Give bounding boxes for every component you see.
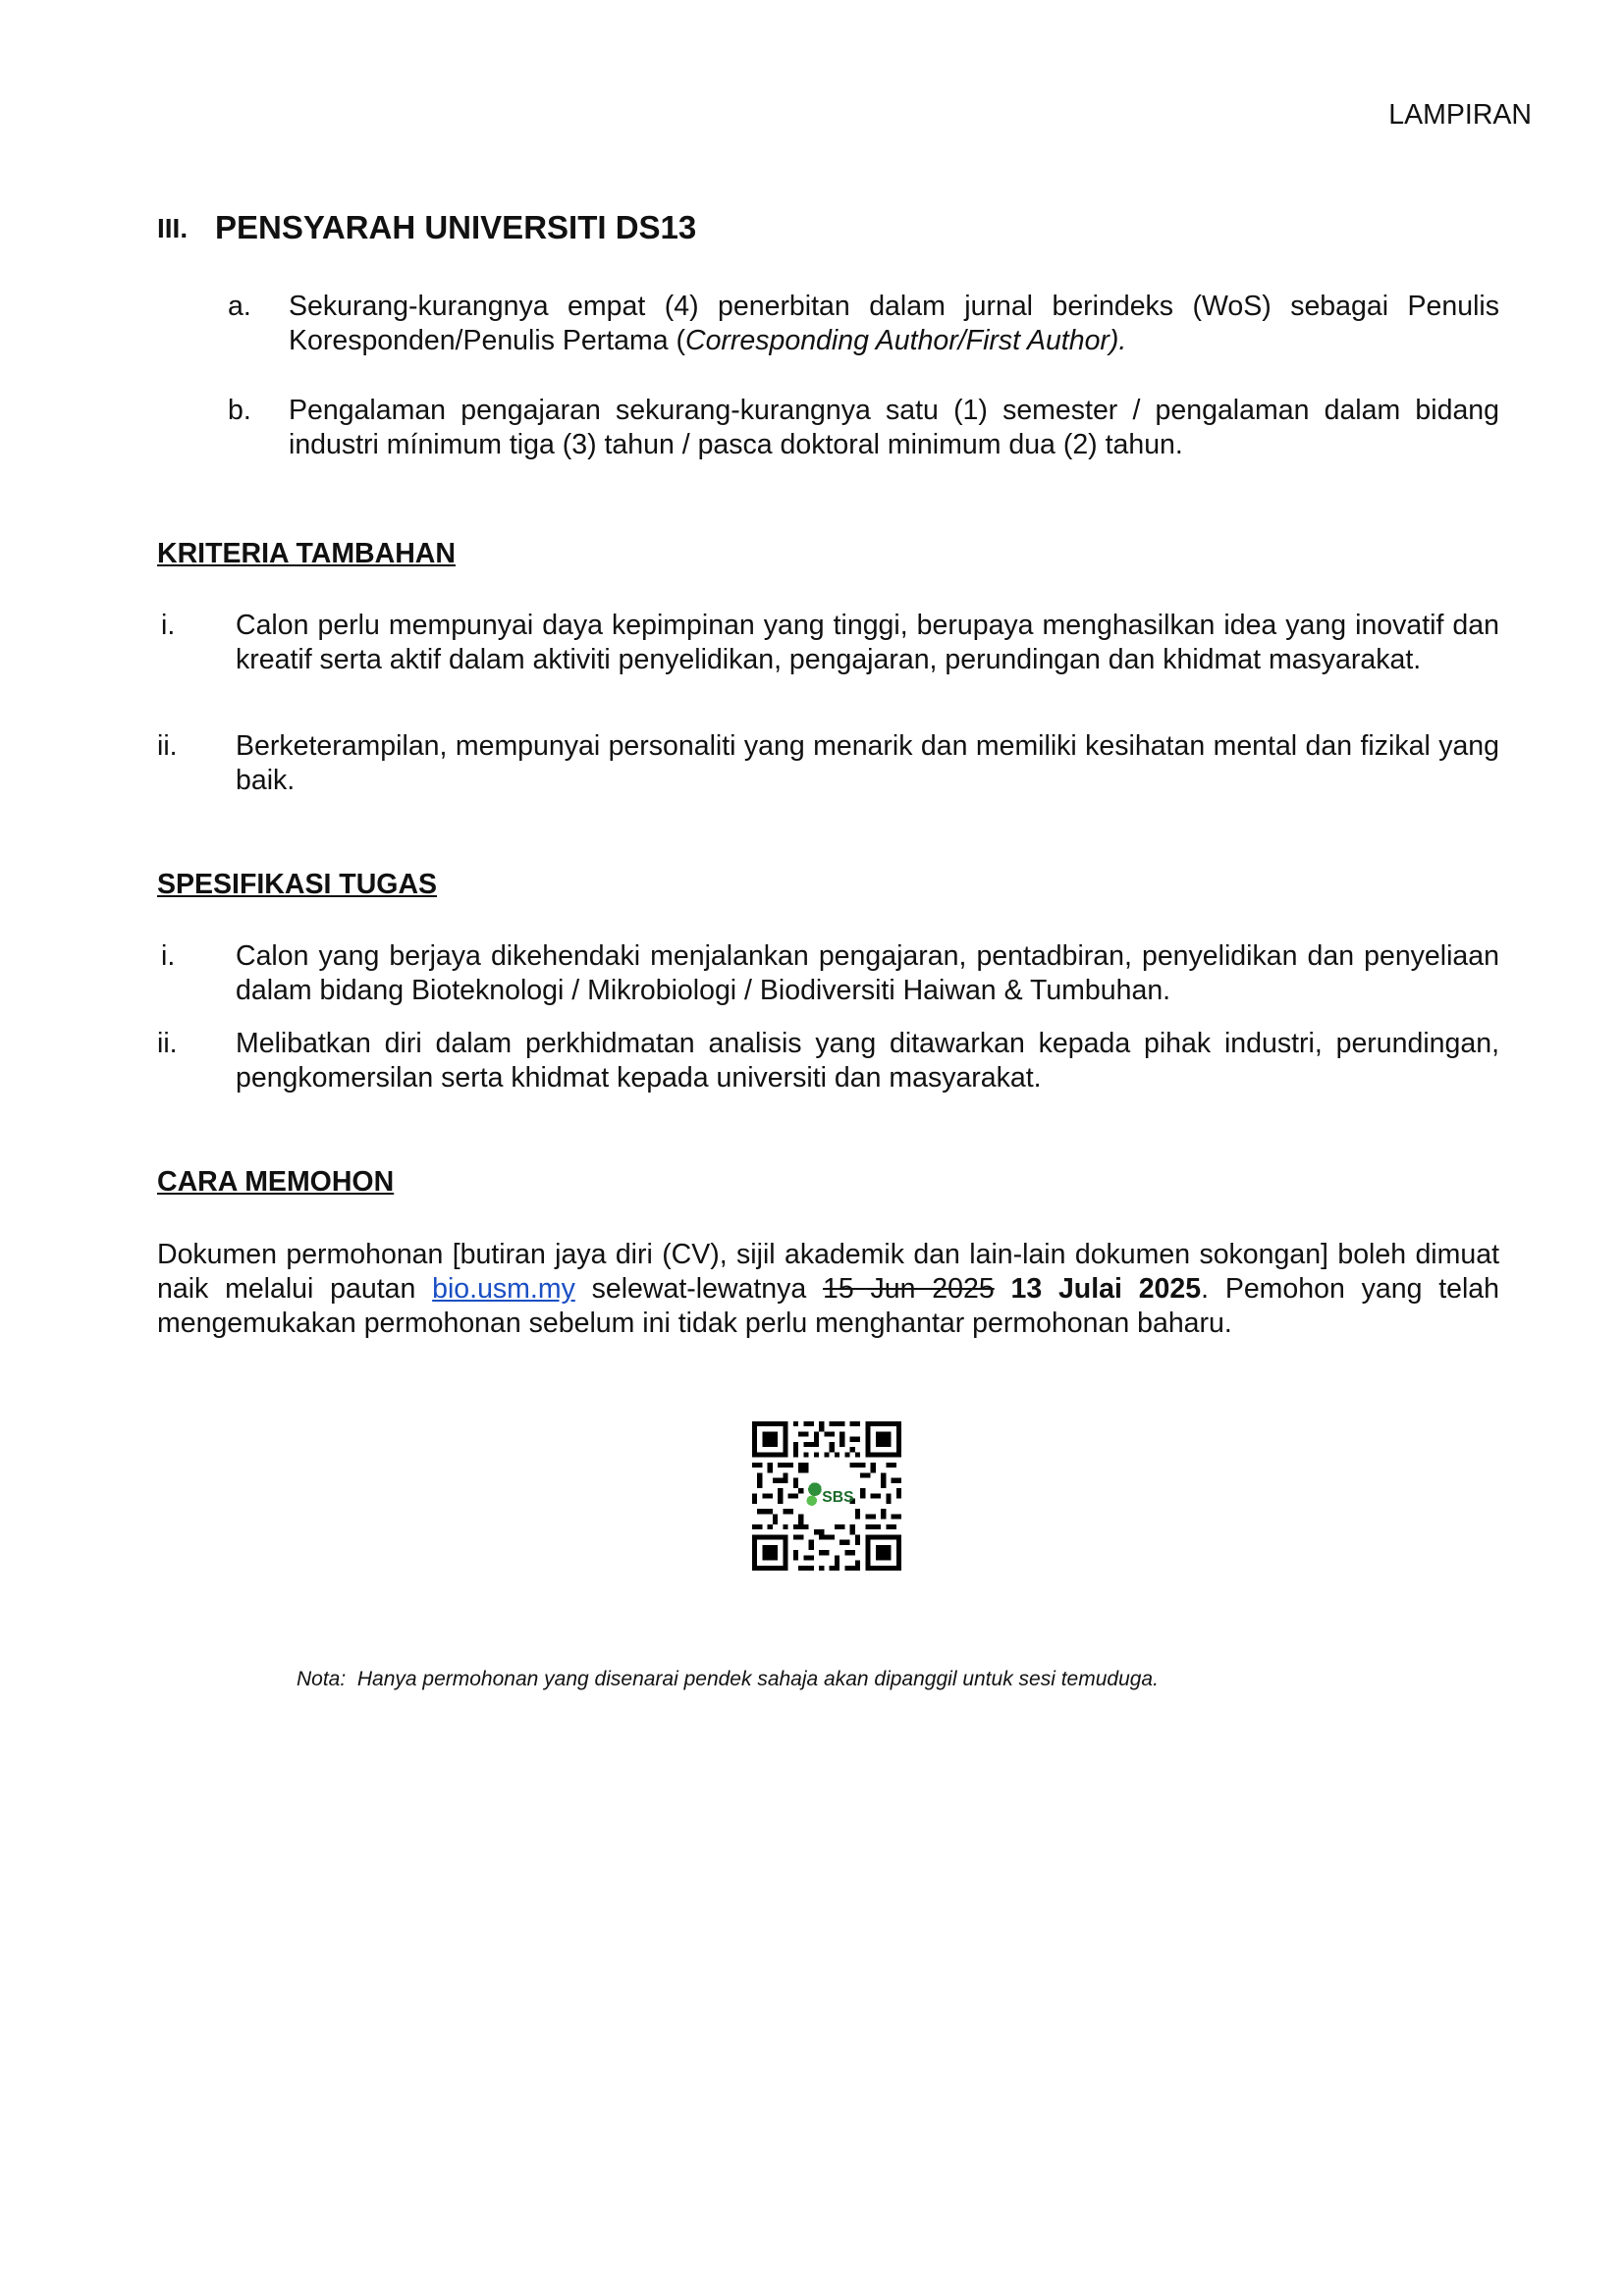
item-marker: a. [228,291,251,322]
kriteria-heading: KRITERIA TAMBAHAN [157,538,456,569]
section-title: PENSYARAH UNIVERSITI DS13 [215,209,697,245]
note-text: Hanya permohonan yang disenarai pendek sahaja akan dipanggil untuk sesi temuduga. [356,1668,1159,1690]
kriteria-item-text: Calon perlu mempunyai daya kepimpinan yang tinggi, berupaya menghasilkan idea yang inovatif dan kreatif serta aktif dalam aktiviti penyelidikan, pengajaran, perundingan dan khidmat masyarakat. [236,610,1499,675]
item-a-text-italic: Corresponding Author/First Author). [684,325,1127,356]
cara-text-1: Dokumen permohonan [butiran jaya diri (CV), sijil akademik dan lain-lain dokumen sokongan] boleh dimuat naik melalui pautan [157,1239,1499,1305]
lampiran-label: LAMPIRAN [1388,99,1532,131]
qr-logo-text: SBS [822,1488,854,1506]
qr-code-icon[interactable] [752,1421,901,1571]
kriteria-item-text: Berketerampilan, mempunyai personaliti yang menarik dan memiliki kesihatan mental dan fizikal yang baik. [236,730,1499,796]
application-link[interactable]: bio.usm.my [432,1273,575,1305]
item-a-text [289,290,1499,358]
section-number: III. [157,213,189,243]
spesifikasi-item-text: Calon yang berjaya dikehendaki menjalankan pengajaran, pentadbiran, penyelidikan dan penyeliaan dalam bidang Bioteknologi / Mikrobiologi / Biodiversiti Haiwan & Tumbuhan. [236,940,1499,1006]
spesifikasi-heading: SPESIFIKASI TUGAS [157,869,438,900]
item-marker: b. [228,395,251,426]
item-b-text: Pengalaman pengajaran sekurang-kurangnya satu (1) semester / pengalaman dalam bidang industri mínimum tiga (3) tahun / pasca doktoral minimum dua (2) tahun. [289,395,1499,460]
list-marker: ii. [157,1028,178,1059]
note-label: Nota: [297,1668,347,1690]
spesifikasi-item-text: Melibatkan diri dalam perkhidmatan analisis yang ditawarkan kepada pihak industri, perundingan, pengkomersilan serta khidmat kepada universiti dan masyarakat. [236,1028,1499,1094]
cara-text-2: selewat-lewatnya [574,1273,824,1305]
list-marker: ii. [157,730,178,762]
qr-code-graphic [752,1421,901,1571]
new-deadline: 13 Julai 2025 [1010,1273,1202,1305]
footnote [297,1667,1159,1692]
list-marker: i. [161,610,176,641]
cara-text-3: . Pemohon yang telah mengemukakan permohonan sebelum ini tidak perlu menghantar permohonan baharu. [157,1273,1500,1339]
old-deadline: 15 Jun 2025 [823,1273,995,1305]
item-a-text-plain: Sekurang-kurangnya empat (4) penerbitan dalam jurnal berindeks (WoS) sebagai Penulis Koresponden/Penulis Pertama ( [289,291,1499,356]
list-marker: i. [161,940,176,972]
cara-paragraph [157,1238,1499,1341]
cara-heading: CARA MEMOHON [157,1166,395,1198]
